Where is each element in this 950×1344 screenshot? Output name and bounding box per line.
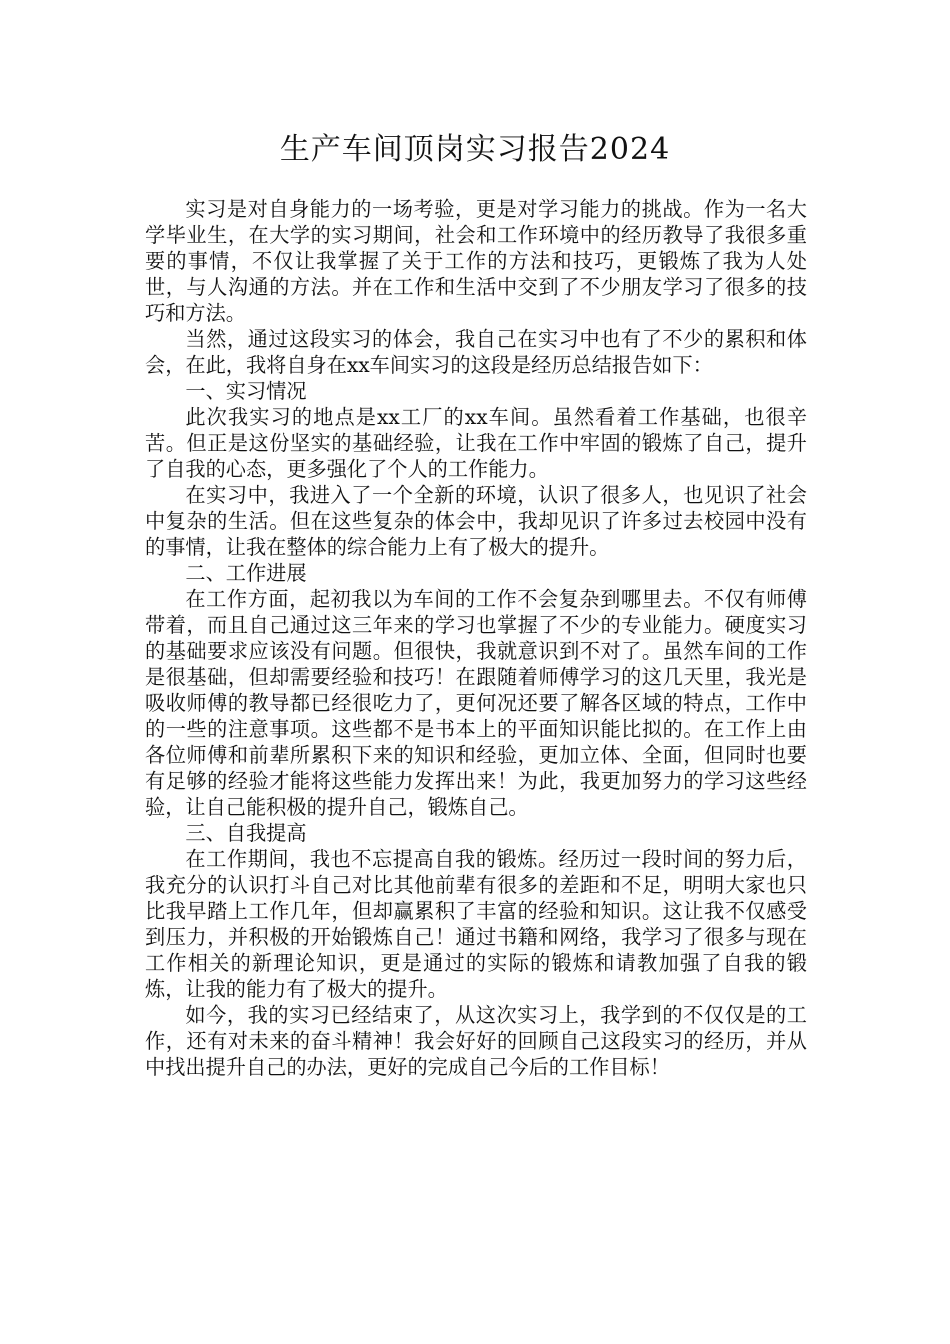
paragraph: 此次我实习的地点是xx工厂的xx车间。虽然看着工作基础，也很辛苦。但正是这份坚实的基础经验，让我在工作中牢固的锻炼了自己，提升了自我的心态，更多强化了个人的工作能力。 [145,405,807,481]
paragraph: 在实习中，我进入了一个全新的环境，认识了很多人，也见识了社会中复杂的生活。但在这些复杂的体会中，我却见识了许多过去校园中没有的事情，让我在整体的综合能力上有了极大的提升。 [145,483,807,559]
document-body [145,196,807,1080]
document-title: 生产车间顶岗实习报告2024 [279,132,671,167]
paragraph: 如今，我的实习已经结束了，从这次实习上，我学到的不仅仅是的工作，还有对未来的奋斗精神！我会好好的回顾自己这段实习的经历，并从中找出提升自己的办法，更好的完成自己今后的工作目标！ [145,1003,807,1079]
section-heading: 一、实习情况 [185,379,307,403]
paragraph: 当然，通过这段实习的体会，我自己在实习中也有了不少的累积和体会，在此，我将自身在xx车间实习的这段是经历总结报告如下： [145,327,807,377]
section-heading: 二、工作进展 [185,561,307,585]
paragraph: 在工作方面，起初我以为车间的工作不会复杂到哪里去。不仅有师傅带着，而且自己通过这三年来的学习也掌握了不少的专业能力。硬度实习的基础要求应该没有问题。但很快，我就意识到不对了。虽然车间的工作是很基础，但却需要经验和技巧！在跟随着师傅学习的这几天里，我光是吸收师傅的教导都已经很吃力了，更何况还要了解各区域的特点，工作中的一些的注意事项。这些都不是书本上的平面知识能比拟的。在工作上由各位师傅和前辈所累积下来的知识和经验，更加立体、全面，但同时也要有足够的经验才能将这些能力发挥出来！为此，我更加努力的学习这些经验，让自己能积极的提升自己，锻炼自己。 [145,587,807,819]
section-heading: 三、自我提高 [185,821,307,845]
paragraph: 在工作期间，我也不忘提高自我的锻炼。经历过一段时间的努力后，我充分的认识打斗自己对比其他前辈有很多的差距和不足，明明大家也只比我早踏上工作几年，但却赢累积了丰富的经验和知识。这让我不仅感受到压力，并积极的开始锻炼自己！通过书籍和网络，我学习了很多与现在工作相关的新理论知识，更是通过的实际的锻炼和请教加强了自我的锻炼，让我的能力有了极大的提升。 [145,847,807,1001]
paragraph: 实习是对自身能力的一场考验，更是对学习能力的挑战。作为一名大学毕业生，在大学的实习期间，社会和工作环境中的经历教导了我很多重要的事情，不仅让我掌握了关于工作的方法和技巧，更锻炼了我为人处世，与人沟通的方法。并在工作和生活中交到了不少朋友学习了很多的技巧和方法。 [145,197,807,325]
